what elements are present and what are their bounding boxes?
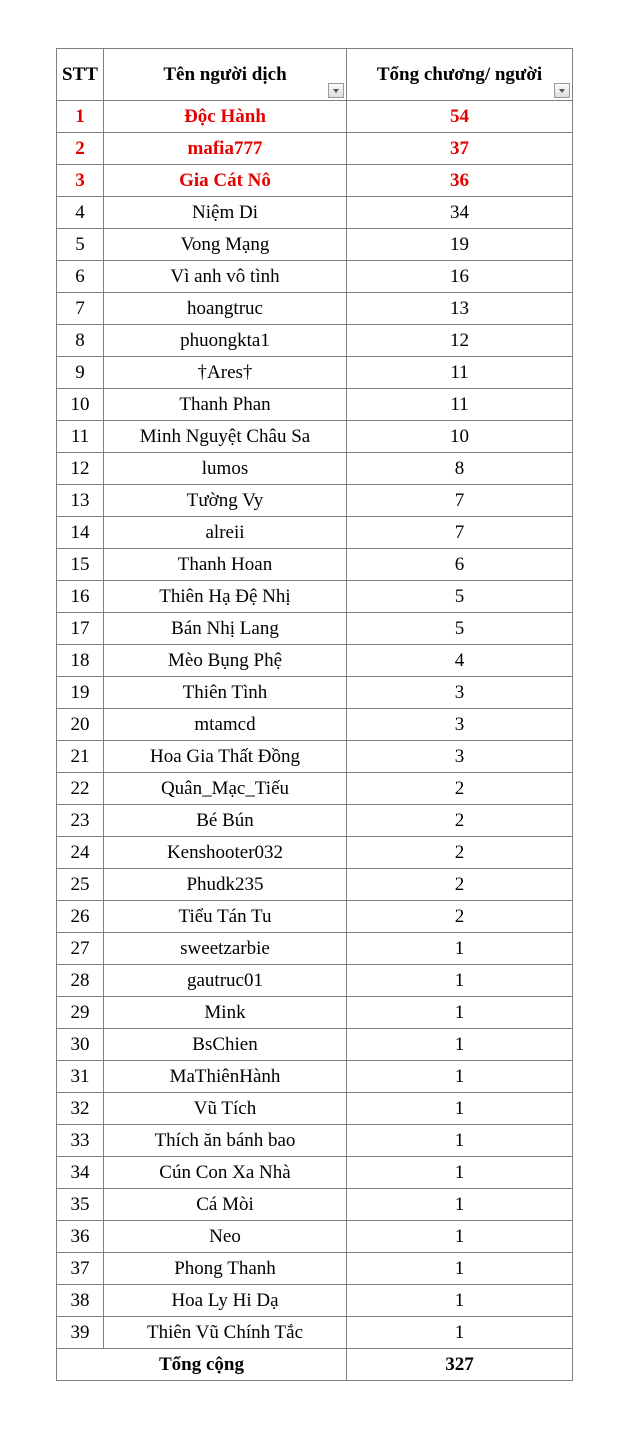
row-stt-cell: 37 (57, 1253, 104, 1285)
row-stt-cell: 11 (57, 421, 104, 453)
filter-dropdown-icon[interactable] (554, 83, 570, 98)
row-stt-cell: 27 (57, 933, 104, 965)
table-row (57, 677, 573, 709)
row-name-cell: Phudk235 (104, 869, 347, 901)
row-name-cell: hoangtruc (104, 293, 347, 325)
row-name-cell: lumos (104, 453, 347, 485)
row-stt-cell: 12 (57, 453, 104, 485)
row-name-cell: Hoa Gia Thất Đồng (104, 741, 347, 773)
row-name-cell: Cún Con Xa Nhà (104, 1157, 347, 1189)
table-row (57, 1157, 573, 1189)
row-count-cell: 7 (347, 485, 573, 517)
row-count-cell: 1 (347, 1125, 573, 1157)
row-count-cell: 2 (347, 837, 573, 869)
table-row (57, 293, 573, 325)
row-name-cell: †Ares† (104, 357, 347, 389)
table-row (57, 581, 573, 613)
row-stt-cell: 10 (57, 389, 104, 421)
row-count-cell: 4 (347, 645, 573, 677)
row-name-cell: mafia777 (104, 133, 347, 165)
row-stt-cell: 14 (57, 517, 104, 549)
table-row (57, 453, 573, 485)
row-stt-cell: 7 (57, 293, 104, 325)
row-stt-cell: 23 (57, 805, 104, 837)
row-stt-cell: 18 (57, 645, 104, 677)
row-stt-cell: 8 (57, 325, 104, 357)
row-stt-cell: 39 (57, 1317, 104, 1349)
table-row (57, 1189, 573, 1221)
table-row (57, 805, 573, 837)
row-stt-cell: 1 (57, 101, 104, 133)
table-row (57, 773, 573, 805)
row-count-cell: 36 (347, 165, 573, 197)
table-row (57, 1317, 573, 1349)
row-stt-cell: 13 (57, 485, 104, 517)
row-name-cell: Vong Mạng (104, 229, 347, 261)
table-row (57, 325, 573, 357)
row-name-cell: alreii (104, 517, 347, 549)
row-stt-cell: 21 (57, 741, 104, 773)
row-stt-cell: 33 (57, 1125, 104, 1157)
row-name-cell: gautruc01 (104, 965, 347, 997)
row-stt-cell: 26 (57, 901, 104, 933)
table-row (57, 165, 573, 197)
total-value: 327 (347, 1349, 573, 1381)
row-stt-cell: 25 (57, 869, 104, 901)
header-total: Tổng chương/ người (347, 49, 573, 101)
row-count-cell: 2 (347, 869, 573, 901)
table-row (57, 549, 573, 581)
row-name-cell: Tường Vy (104, 485, 347, 517)
table-row (57, 837, 573, 869)
row-name-cell: Phong Thanh (104, 1253, 347, 1285)
row-count-cell: 2 (347, 773, 573, 805)
row-count-cell: 1 (347, 1093, 573, 1125)
row-name-cell: Bé Bún (104, 805, 347, 837)
table-row (57, 1125, 573, 1157)
row-count-cell: 2 (347, 805, 573, 837)
row-count-cell: 19 (347, 229, 573, 261)
row-stt-cell: 36 (57, 1221, 104, 1253)
total-label: Tổng cộng (57, 1349, 347, 1381)
row-count-cell: 1 (347, 997, 573, 1029)
row-name-cell: phuongkta1 (104, 325, 347, 357)
table-row (57, 357, 573, 389)
table-row (57, 133, 573, 165)
total-row (57, 1349, 573, 1381)
table-row (57, 997, 573, 1029)
row-stt-cell: 4 (57, 197, 104, 229)
row-count-cell: 1 (347, 1317, 573, 1349)
row-name-cell: Gia Cát Nô (104, 165, 347, 197)
row-stt-cell: 24 (57, 837, 104, 869)
row-stt-cell: 29 (57, 997, 104, 1029)
row-name-cell: MaThiênHành (104, 1061, 347, 1093)
table-row (57, 517, 573, 549)
row-stt-cell: 5 (57, 229, 104, 261)
table-row (57, 901, 573, 933)
row-count-cell: 7 (347, 517, 573, 549)
table-row (57, 645, 573, 677)
row-name-cell: BsChien (104, 1029, 347, 1061)
table-row (57, 485, 573, 517)
row-count-cell: 2 (347, 901, 573, 933)
row-stt-cell: 30 (57, 1029, 104, 1061)
row-name-cell: Bán Nhị Lang (104, 613, 347, 645)
table-row (57, 1093, 573, 1125)
row-count-cell: 37 (347, 133, 573, 165)
row-count-cell: 3 (347, 741, 573, 773)
table-row (57, 261, 573, 293)
row-stt-cell: 34 (57, 1157, 104, 1189)
table-row (57, 613, 573, 645)
table-row (57, 1029, 573, 1061)
header-name: Tên người dịch (104, 49, 347, 101)
row-name-cell: Vì anh vô tình (104, 261, 347, 293)
table-row (57, 101, 573, 133)
row-name-cell: Thiên Hạ Đệ Nhị (104, 581, 347, 613)
row-count-cell: 1 (347, 1157, 573, 1189)
row-name-cell: Vũ Tích (104, 1093, 347, 1125)
row-count-cell: 54 (347, 101, 573, 133)
row-count-cell: 8 (347, 453, 573, 485)
row-name-cell: Mèo Bụng Phệ (104, 645, 347, 677)
table-row (57, 965, 573, 997)
row-name-cell: Thanh Hoan (104, 549, 347, 581)
row-name-cell: mtamcd (104, 709, 347, 741)
row-stt-cell: 35 (57, 1189, 104, 1221)
table-row (57, 1253, 573, 1285)
translator-table (56, 48, 573, 1381)
row-stt-cell: 9 (57, 357, 104, 389)
row-stt-cell: 20 (57, 709, 104, 741)
row-name-cell: sweetzarbie (104, 933, 347, 965)
row-name-cell: Minh Nguyệt Châu Sa (104, 421, 347, 453)
row-count-cell: 3 (347, 677, 573, 709)
row-stt-cell: 3 (57, 165, 104, 197)
table-row (57, 933, 573, 965)
row-name-cell: Hoa Ly Hi Dạ (104, 1285, 347, 1317)
row-name-cell: Độc Hành (104, 101, 347, 133)
row-count-cell: 3 (347, 709, 573, 741)
row-stt-cell: 2 (57, 133, 104, 165)
row-stt-cell: 19 (57, 677, 104, 709)
row-stt-cell: 17 (57, 613, 104, 645)
row-name-cell: Mink (104, 997, 347, 1029)
row-count-cell: 1 (347, 965, 573, 997)
row-stt-cell: 22 (57, 773, 104, 805)
row-stt-cell: 38 (57, 1285, 104, 1317)
row-stt-cell: 16 (57, 581, 104, 613)
table-row (57, 1061, 573, 1093)
row-count-cell: 1 (347, 1285, 573, 1317)
table-row (57, 709, 573, 741)
table-row (57, 741, 573, 773)
row-count-cell: 5 (347, 613, 573, 645)
row-count-cell: 1 (347, 933, 573, 965)
row-count-cell: 10 (347, 421, 573, 453)
row-count-cell: 1 (347, 1221, 573, 1253)
row-name-cell: Niệm Di (104, 197, 347, 229)
row-count-cell: 1 (347, 1253, 573, 1285)
row-count-cell: 5 (347, 581, 573, 613)
table-row (57, 197, 573, 229)
filter-dropdown-icon[interactable] (328, 83, 344, 98)
row-count-cell: 11 (347, 389, 573, 421)
row-count-cell: 1 (347, 1061, 573, 1093)
row-count-cell: 12 (347, 325, 573, 357)
table-row (57, 229, 573, 261)
row-name-cell: Thiên Tình (104, 677, 347, 709)
row-count-cell: 1 (347, 1189, 573, 1221)
row-name-cell: Thiên Vũ Chính Tắc (104, 1317, 347, 1349)
table-row (57, 869, 573, 901)
row-name-cell: Tiểu Tán Tu (104, 901, 347, 933)
row-count-cell: 13 (347, 293, 573, 325)
table-row (57, 421, 573, 453)
row-count-cell: 16 (347, 261, 573, 293)
row-count-cell: 34 (347, 197, 573, 229)
row-name-cell: Kenshooter032 (104, 837, 347, 869)
table-row (57, 389, 573, 421)
row-name-cell: Quân_Mạc_Tiếu (104, 773, 347, 805)
row-name-cell: Thanh Phan (104, 389, 347, 421)
header-row (57, 49, 573, 101)
row-stt-cell: 6 (57, 261, 104, 293)
header-stt: STT (57, 49, 104, 101)
row-count-cell: 1 (347, 1029, 573, 1061)
row-name-cell: Thích ăn bánh bao (104, 1125, 347, 1157)
table-row (57, 1285, 573, 1317)
row-count-cell: 11 (347, 357, 573, 389)
row-stt-cell: 28 (57, 965, 104, 997)
row-stt-cell: 31 (57, 1061, 104, 1093)
row-name-cell: Cá Mòi (104, 1189, 347, 1221)
table-row (57, 1221, 573, 1253)
row-stt-cell: 15 (57, 549, 104, 581)
row-name-cell: Neo (104, 1221, 347, 1253)
row-stt-cell: 32 (57, 1093, 104, 1125)
row-count-cell: 6 (347, 549, 573, 581)
